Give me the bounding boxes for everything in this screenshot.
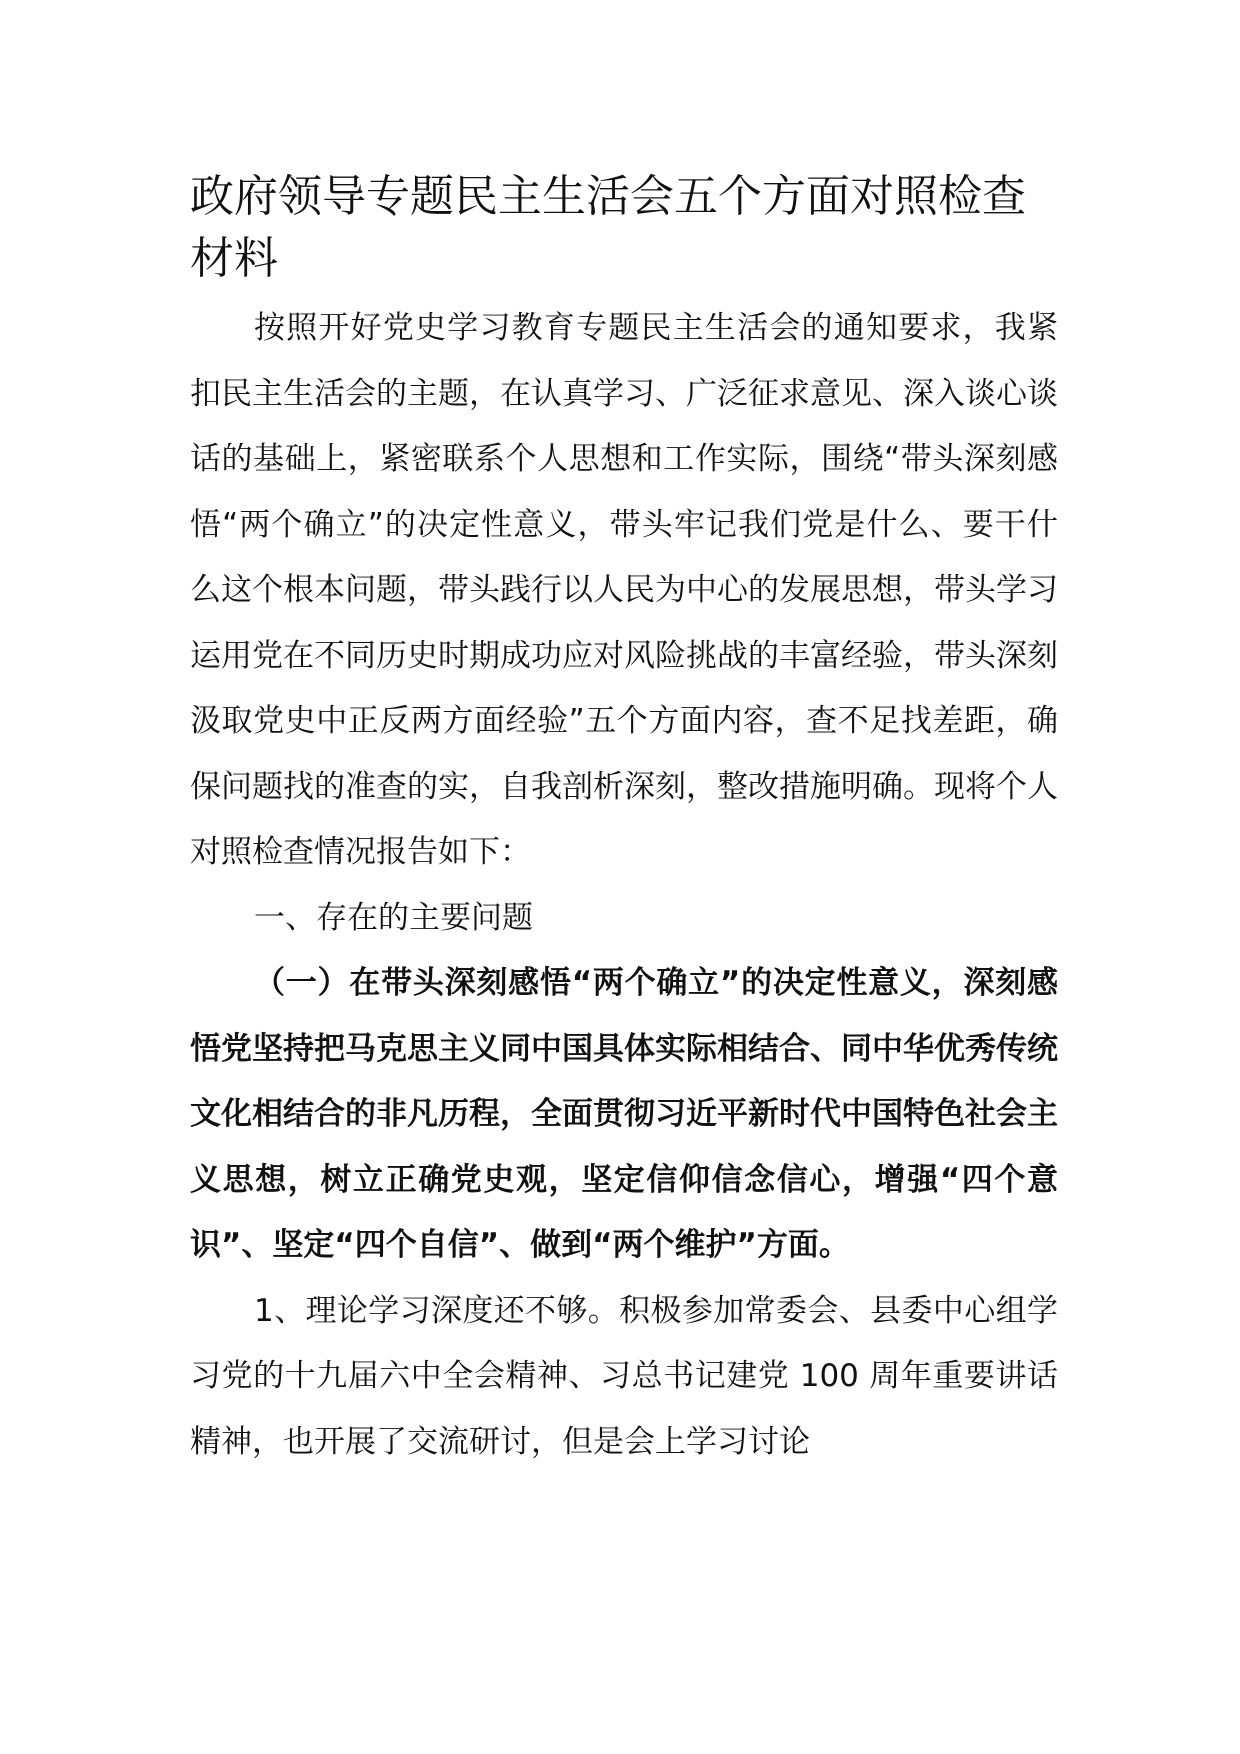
intro-paragraph: 按照开好党史学习教育专题民主生活会的通知要求，我紧扣民主生活会的主题，在认真学习、广泛征求意见、深入谈心谈话的基础上，紧密联系个人思想和工作实际，围绕“带头深刻感悟“两个确立”的决定性意义，带头牢记我们党是什么、要干什么这个根本问题，带头践行以人民为中心的发展思想，带头学习运用党在不同历史时期成功应对风险挑战的丰富经验，带头深刻汲取党史中正反两方面经验”五个方面内容，查不足找差距，确保问题找的准查的实，自我剖析深刻，整改措施明确。现将个人对照检查情况报告如下： [190, 310, 1058, 870]
section-heading: 一、存在的主要问题 [254, 899, 533, 936]
document-title: 政府领导专题民主生活会五个方面对照检查材料 [190, 171, 1026, 284]
subsection-heading: （一）在带头深刻感悟“两个确立”的决定性意义，深刻感悟党坚持把马克思主义同中国具体实际相结合、同中华优秀传统文化相结合的非凡历程，全面贯彻习近平新时代中国特色社会主义思想，树立正确党史观，坚定信仰信念信心，增强“四个意识”、坚定“四个自信”、做到“两个维护”方面。 [190, 965, 1058, 1263]
document-body [190, 166, 1058, 1475]
item-paragraph-1: 1、理论学习深度还不够。积极参加常委会、县委中心组学习党的十九届六中全会精神、习总书记建党 100 周年重要讲话精神，也开展了交流研讨，但是会上学习讨论 [190, 1292, 1058, 1460]
